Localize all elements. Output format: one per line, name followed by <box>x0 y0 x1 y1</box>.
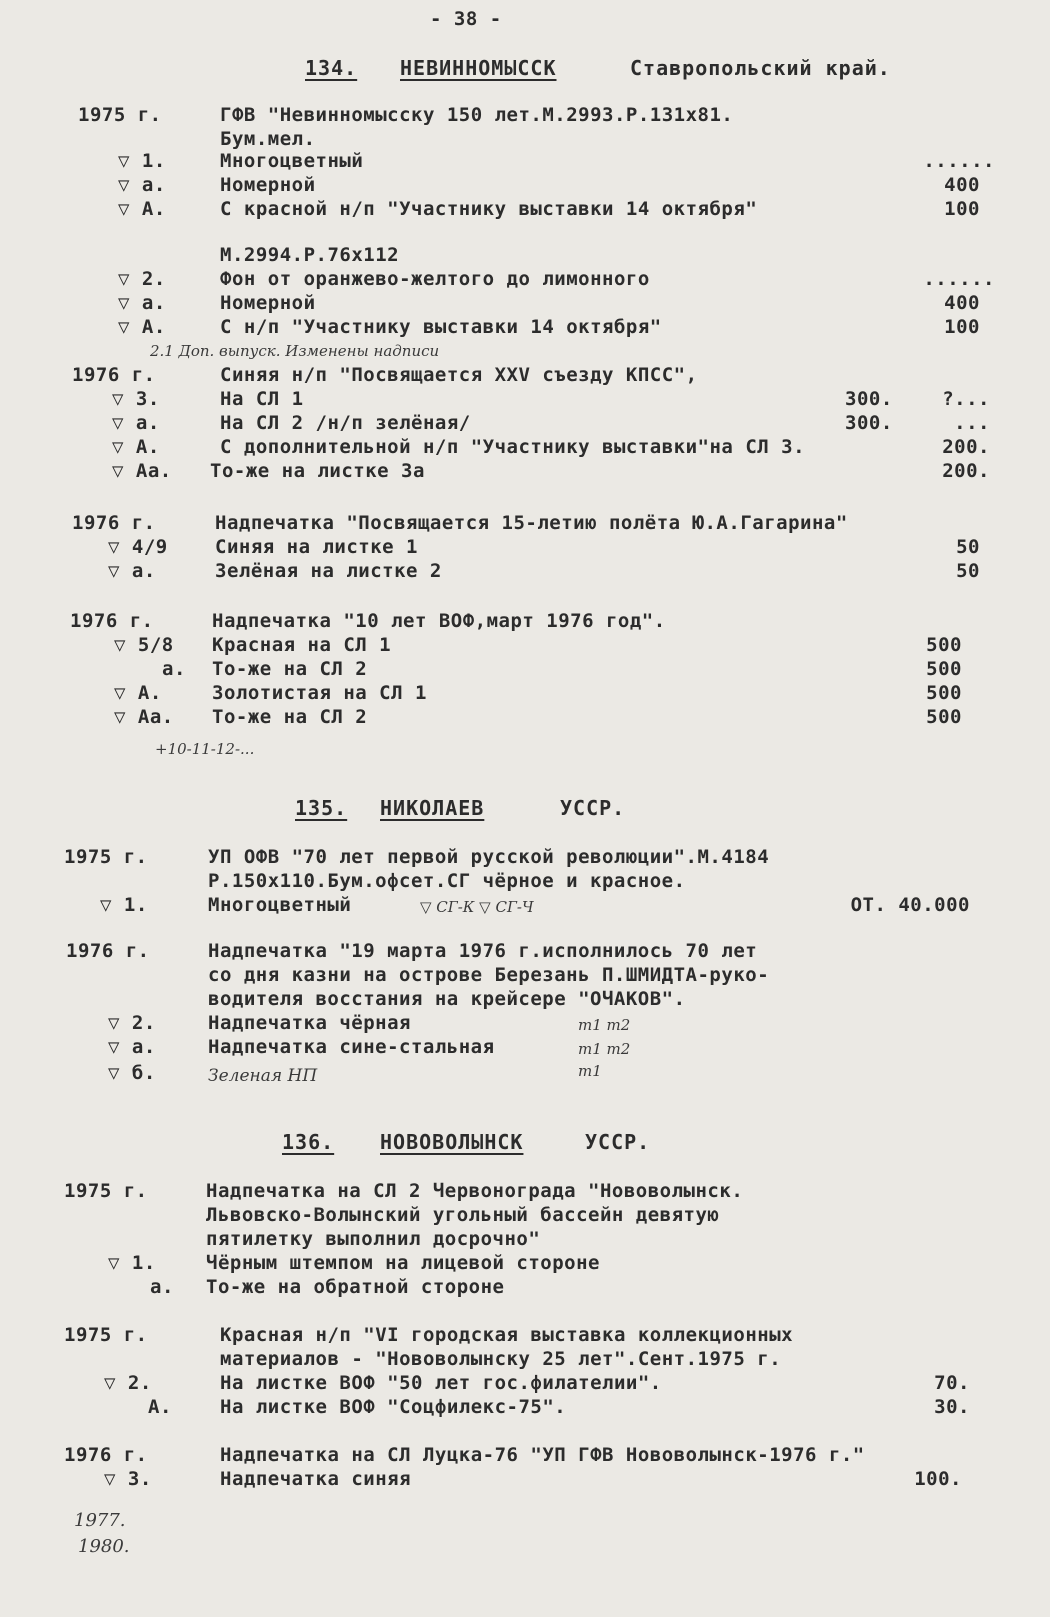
entry-text: Надпечатка на СЛ 2 Червонограда "Нововолынск. <box>206 1180 744 1202</box>
entry-text: Надпечатка "10 лет ВОФ,март 1976 год". <box>212 610 666 632</box>
entry-text: Многоцветный <box>220 150 364 172</box>
quantity: 500 <box>926 658 962 680</box>
year-label: 1976 г. <box>64 1444 148 1466</box>
handwritten-note: т1 т2 <box>578 1040 631 1058</box>
year-label: 1975 г. <box>64 1324 148 1346</box>
entry-text: Львовско-Волынский угольный бассейн девятую <box>206 1204 720 1226</box>
section-heading-city: НЕВИННОМЫССК <box>400 56 557 80</box>
quantity: 500 <box>926 682 962 704</box>
item-mark: ▽ 5/8 <box>114 634 174 656</box>
entry-text: М.2994.Р.76х112 <box>220 244 400 266</box>
item-mark: ▽ б. <box>108 1062 156 1084</box>
entry-text: Номерной <box>220 174 316 196</box>
quantity: 200. <box>942 436 990 458</box>
quantity: 100 <box>944 316 980 338</box>
entry-text: Чёрным штемпом на лицевой стороне <box>206 1252 600 1274</box>
quantity: 30. <box>934 1396 970 1418</box>
entry-text: пятилетку выполнил досрочно" <box>206 1228 541 1250</box>
entry-text: Надпечатка "Посвящается 15-летию полёта Ю.А.Гагарина" <box>215 512 848 534</box>
item-mark: а. <box>150 1276 174 1298</box>
handwritten-note: +10-11-12-... <box>155 740 255 758</box>
entry-text: С дополнительной н/п "Участнику выставки"на СЛ 3. <box>220 436 806 458</box>
entry-text: со дня казни на острове Березань П.ШМИДТА-руко- <box>208 964 770 986</box>
year-label: 1976 г. <box>70 610 154 632</box>
entry-text: Красная на СЛ 1 <box>212 634 392 656</box>
entry-text: То-же на СЛ 2 <box>212 706 368 728</box>
entry-text: Бум.мел. <box>220 128 316 150</box>
quantity: 70. <box>934 1372 970 1394</box>
section-heading-number: 136. <box>282 1130 335 1154</box>
entry-text: То-же на СЛ 2 <box>212 658 368 680</box>
entry-text: На СЛ 2 /н/п зелёная/ <box>220 412 471 434</box>
handwritten-note: т1 <box>578 1062 602 1080</box>
section-heading-number: 134. <box>305 56 358 80</box>
quantity-primary: 300. <box>845 412 893 434</box>
entry-text: На листке ВОФ "Соцфилекс-75". <box>220 1396 567 1418</box>
entry-text: Синяя на листке 1 <box>215 536 418 558</box>
quantity: 100. <box>914 1468 962 1490</box>
page-number: - 38 - <box>430 8 502 30</box>
entry-text: Надпечатка чёрная <box>208 1012 411 1034</box>
quantity: 400 <box>944 174 980 196</box>
entry-text: Р.150х110.Бум.офсет.СГ чёрное и красное. <box>208 870 686 892</box>
quantity: 500 <box>926 634 962 656</box>
entry-text: Синяя н/п "Посвящается XXV съезду КПСС", <box>220 364 698 386</box>
year-label: 1976 г. <box>66 940 150 962</box>
entry-text: Золотистая на СЛ 1 <box>212 682 427 704</box>
quantity: ... <box>954 412 990 434</box>
quantity: 500 <box>926 706 962 728</box>
quantity: ОТ. 40.000 <box>850 894 970 916</box>
year-label: 1975 г. <box>78 104 162 126</box>
item-mark: ▽ 2. <box>108 1012 156 1034</box>
item-mark: ▽ А. <box>118 198 166 220</box>
entry-text: То-же на обратной стороне <box>206 1276 505 1298</box>
quantity: ?... <box>942 388 990 410</box>
entry-text: Надпечатка сине-стальная <box>208 1036 495 1058</box>
year-label: 1976 г. <box>72 364 156 386</box>
item-mark: А. <box>148 1396 172 1418</box>
quantity: 50 <box>956 536 980 558</box>
section-heading-city: НОВОВОЛЫНСК <box>380 1130 524 1154</box>
handwritten-entry: Зеленая НП <box>208 1066 318 1086</box>
item-mark: ▽ а. <box>112 412 160 434</box>
quantity: 400 <box>944 292 980 314</box>
item-mark: ▽ а. <box>108 1036 156 1058</box>
entry-text: На СЛ 1 <box>220 388 304 410</box>
year-label: 1976 г. <box>72 512 156 534</box>
section-heading-city: НИКОЛАЕВ <box>380 796 485 820</box>
entry-text: Номерной <box>220 292 316 314</box>
quantity-primary: 300. <box>845 388 893 410</box>
handwritten-note: т1 т2 <box>578 1016 631 1034</box>
section-heading-region: УССР. <box>585 1130 651 1154</box>
item-mark: ▽ Аа. <box>114 706 174 728</box>
handwritten-footer-note: 1980. <box>78 1536 130 1557</box>
entry-text: Надпечатка на СЛ Луцка-76 "УП ГФВ Нововолынск-1976 г." <box>220 1444 865 1466</box>
quantity: 100 <box>944 198 980 220</box>
entry-text: То-же на листке 3а <box>210 460 425 482</box>
item-mark: ▽ 1. <box>100 894 148 916</box>
item-mark: ▽ 1. <box>118 150 166 172</box>
quantity: 200. <box>942 460 990 482</box>
entry-text: Зелёная на листке 2 <box>215 560 442 582</box>
entry-text: материалов - "Нововолынску 25 лет".Сент.1975 г. <box>220 1348 782 1370</box>
quantity: 50 <box>956 560 980 582</box>
item-mark: ▽ а. <box>118 174 166 196</box>
item-mark: ▽ Аа. <box>112 460 172 482</box>
entry-text: Фон от оранжево-желтого до лимонного <box>220 268 650 290</box>
handwritten-note: 2.1 Доп. выпуск. Изменены надписи <box>150 342 440 360</box>
quantity: ...... <box>923 150 995 172</box>
section-heading-number: 135. <box>295 796 348 820</box>
entry-text: Многоцветный <box>208 894 352 916</box>
item-mark: ▽ 1. <box>108 1252 156 1274</box>
item-mark: ▽ а. <box>108 560 156 582</box>
item-mark: ▽ 2. <box>118 268 166 290</box>
item-mark: ▽ а. <box>118 292 166 314</box>
item-mark: ▽ А. <box>118 316 166 338</box>
entry-text: Надпечатка "19 марта 1976 г.исполнилось 70 лет <box>208 940 758 962</box>
entry-text: Красная н/п "VI городская выставка коллекционных <box>220 1324 794 1346</box>
section-heading-region: УССР. <box>560 796 626 820</box>
entry-text: Надпечатка синяя <box>220 1468 412 1490</box>
section-heading-region: Ставропольский край. <box>630 56 891 80</box>
year-label: 1975 г. <box>64 1180 148 1202</box>
quantity: ...... <box>923 268 995 290</box>
item-mark: ▽ 2. <box>104 1372 152 1394</box>
item-mark: а. <box>162 658 186 680</box>
item-mark: ▽ А. <box>112 436 160 458</box>
entry-text: водителя восстания на крейсере "ОЧАКОВ". <box>208 988 686 1010</box>
entry-text: УП ОФВ "70 лет первой русской революции".М.4184 <box>208 846 770 868</box>
item-mark: ▽ 3. <box>104 1468 152 1490</box>
year-label: 1975 г. <box>64 846 148 868</box>
handwritten-note: ▽ СГ-К ▽ СГ-Ч <box>420 898 534 916</box>
item-mark: ▽ А. <box>114 682 162 704</box>
item-mark: ▽ 3. <box>112 388 160 410</box>
entry-text: На листке ВОФ "50 лет гос.филателии". <box>220 1372 662 1394</box>
entry-text: С красной н/п "Участнику выставки 14 октября" <box>220 198 758 220</box>
item-mark: ▽ 4/9 <box>108 536 168 558</box>
entry-text: С н/п "Участнику выставки 14 октября" <box>220 316 662 338</box>
handwritten-footer-note: 1977. <box>74 1510 126 1531</box>
entry-text: ГФВ "Невинномысску 150 лет.М.2993.Р.131х81. <box>220 104 734 126</box>
